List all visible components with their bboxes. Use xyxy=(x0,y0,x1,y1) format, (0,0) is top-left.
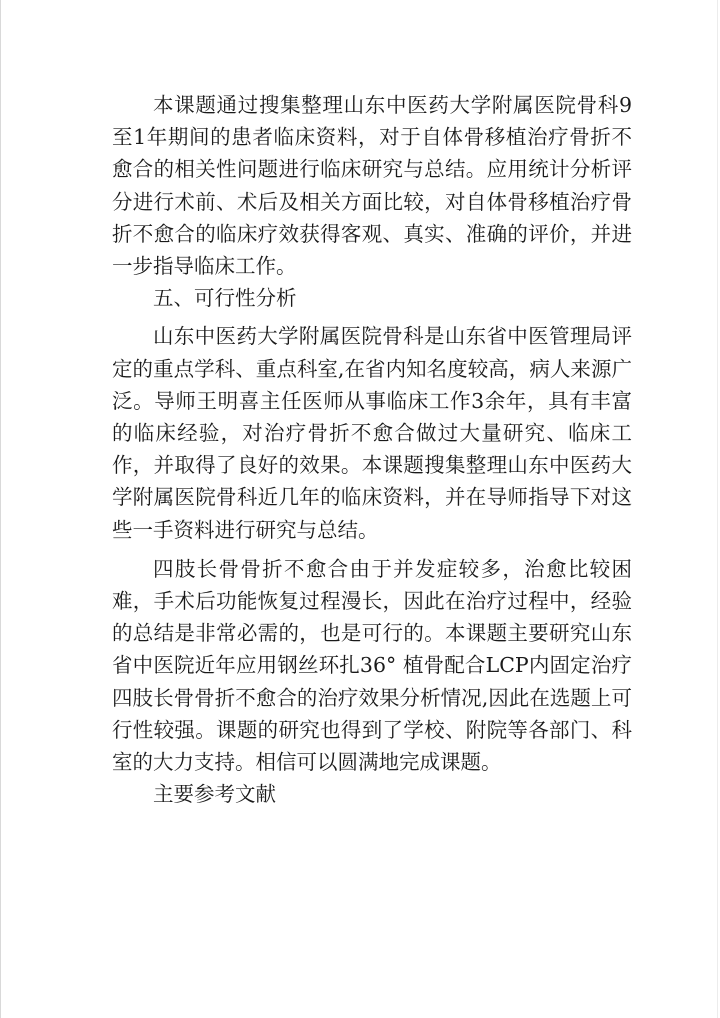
section-heading-references: 主要参考文献 xyxy=(153,782,276,807)
page-edge xyxy=(717,0,718,1018)
document-body xyxy=(112,89,632,810)
section-heading-feasibility: 五、可行性分析 xyxy=(153,286,297,311)
paragraph-research-summary: 本课题通过搜集整理山东中医药大学附属医院骨科9至1年期间的患者临床资料，对于自体骨移植治疗骨折不愈合的相关性问题进行临床研究与总结。应用统计分析评分进行术前、术后及相关方面比较，对自体骨移植治疗骨折不愈合的临床疗效获得客观、真实、准确的评价，并进一步指导临床工作。 xyxy=(112,93,632,279)
paragraph-feasibility-detail: 四肢长骨骨折不愈合由于并发症较多，治愈比较困难，手术后功能恢复过程漫长，因此在治疗过程中，经验的总结是非常必需的，也是可行的。本课题主要研究山东省中医院近年应用钢丝环扎36° 植骨配合LCP内固定治疗四肢长骨骨折不愈合的治疗效果分析情况,因此在选题上可行性较强。课题的研究也得到了学校、附院等各部门、科室的大力支持。相信可以圆满地完成课题。 xyxy=(112,556,632,775)
paragraph-hospital-background: 山东中医药大学附属医院骨科是山东省中医管理局评定的重点学科、重点科室,在省内知名度较高，病人来源广泛。导师王明喜主任医师从事临床工作3余年，具有丰富的临床经验，对治疗骨折不愈合做过大量研究、临床工作，并取得了良好的效果。本课题搜集整理山东中医药大学附属医院骨科近几年的临床资料，并在导师指导下对这些一手资料进行研究与总结。 xyxy=(112,324,632,542)
